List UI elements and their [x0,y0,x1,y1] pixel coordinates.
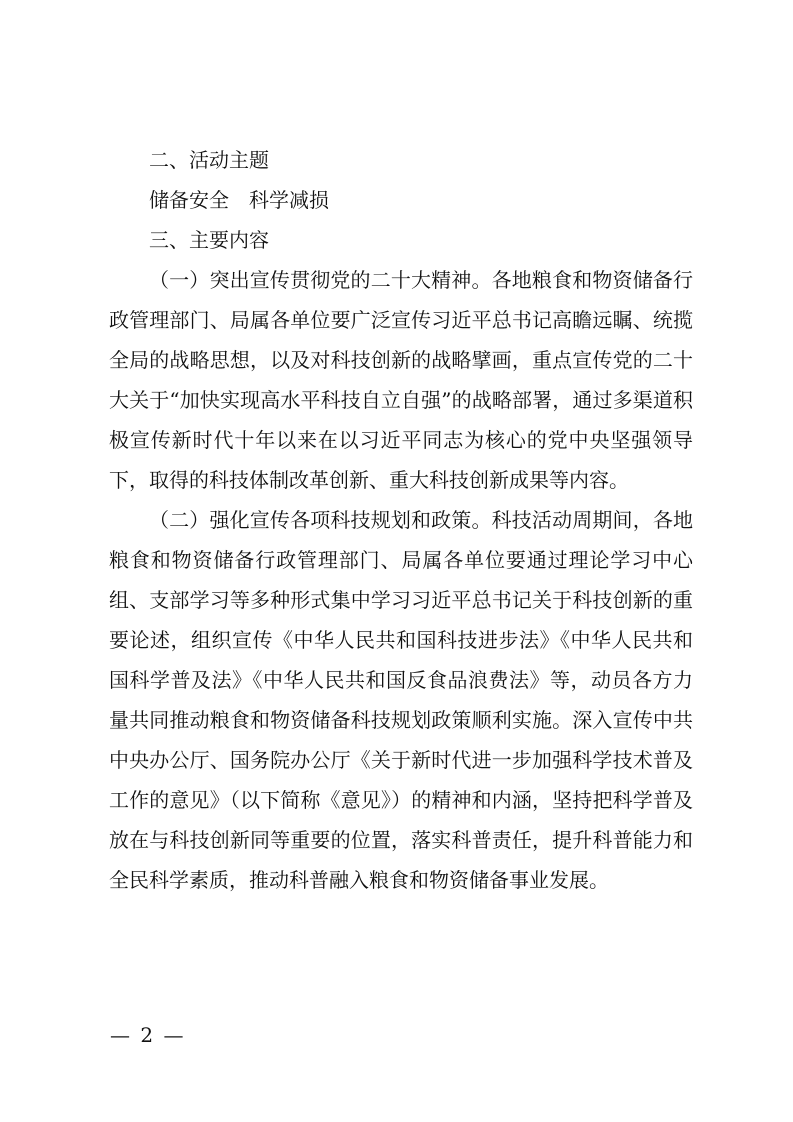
paragraph-2-text: 科技活动周期间，各地粮食和物资储备行政管理部门、局属各单位要通过理论学习中心组、支部学习等多种形式集中学习习近平总书记关于科技创新的重要论述，组织宣传《中华人民共和国科技进步法》《中华人民共和国科学普及法》《中华人民共和国反食品浪费法》等，动员各方力量共同推动粮食和物资储备科技规划政策顺利实施。深入宣传中共中央办公厅、国务院办公厅《关于新时代进一步加强科学技术普及工作的意见》（以下简称《意见》）的精神和内涵，坚持把科学普及放在与科技创新同等重要的位置，落实科普责任，提升科普能力和全民科学素质，推动科普融入粮食和物资储备事业发展。 [109,508,694,892]
section-heading-content: 三、主要内容 [149,228,269,252]
page-number: — 2 — [110,1023,186,1047]
paragraph-1-text: 各地粮食和物资储备行政管理部门、局属各单位要广泛宣传习近平总书记高瞻远瞩、统揽全局的战略思想，以及对科技创新的战略擘画，重点宣传党的二十大关于“加快实现高水平科技自立自强”的战略部署，通过多渠道积极宣传新时代十年以来在以习近平同志为核心的党中央坚强领导下，取得的科技体制改革创新、重大科技创新成果等内容。 [109,268,694,492]
content-paragraph-2 [109,500,693,900]
paragraph-1-lead: （一）突出宣传贯彻党的二十大精神。 [149,268,492,292]
document-body [109,140,693,900]
content-paragraph-1 [109,260,693,500]
section-heading-theme: 二、活动主题 [149,148,269,172]
paragraph-2-lead: （二）强化宣传各项科技规划和政策。 [149,508,492,532]
theme-text: 储备安全 科学减损 [149,188,329,212]
